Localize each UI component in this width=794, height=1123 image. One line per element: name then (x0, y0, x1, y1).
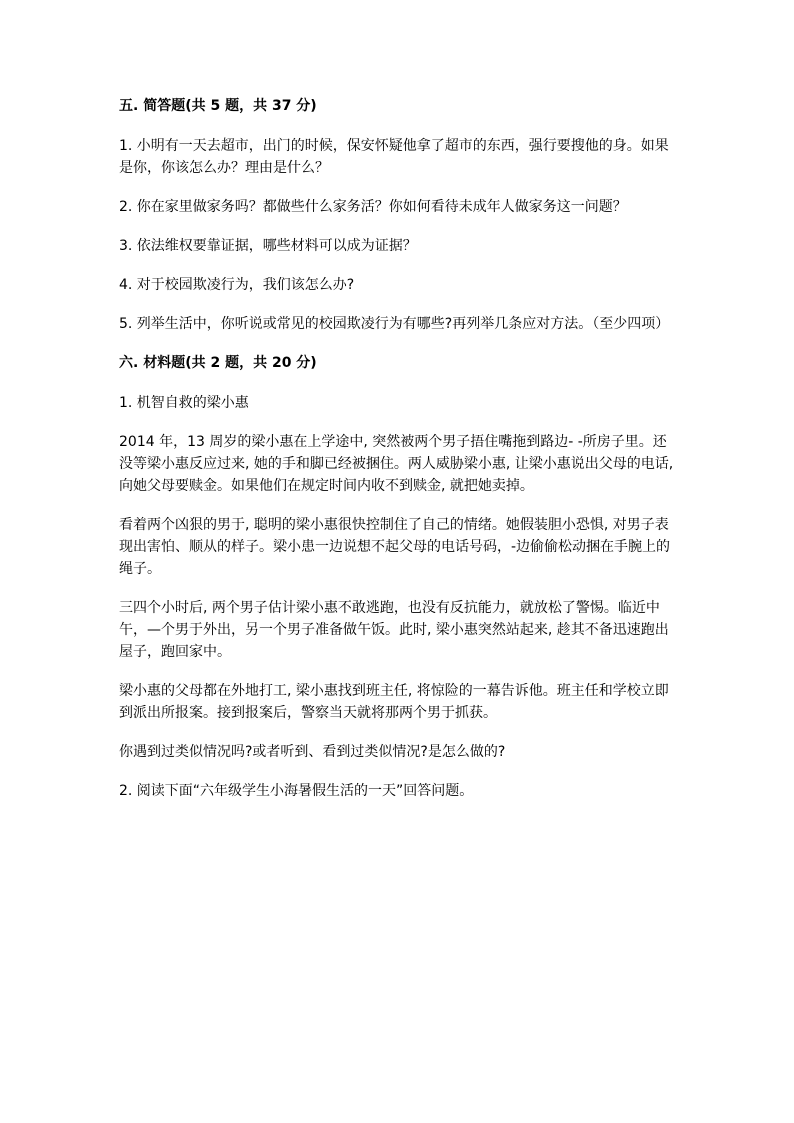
question-5-1: 1. 小明有一天去超市，出门的时候，保安怀疑他拿了超市的东西，强行要搜他的身。如果是你，你该怎么办？理由是什么？ (119, 138, 669, 176)
question-6-1-title: 1. 机智自救的梁小惠 (119, 395, 249, 411)
document-content (119, 95, 679, 819)
section-6-heading: 六. 材料题(共 2 题，共 20 分) (119, 355, 317, 371)
question-5-4: 4. 对于校园欺凌行为，我们该怎么办? (119, 277, 355, 293)
material-paragraph-4: 梁小惠的父母都在外地打工, 梁小惠找到班主任, 将惊险的一幕告诉他。班主任和学校立即到派出所报案。接到报案后，警察当天就将那两个男于抓获。 (119, 683, 669, 721)
question-5-2: 2. 你在家里做家务吗？都做些什么家务活？你如何看待未成年人做家务这一问题？ (119, 199, 627, 215)
question-5-3: 3. 依法维权要靠证据，哪些材料可以成为证据？ (119, 238, 417, 254)
material-paragraph-3: 三四个小时后, 两个男子估计梁小惠不敢逃跑，也没有反抗能力，就放松了警惕。临近中午，—个男于外出，另一个男子准备做午饭。此时, 梁小惠突然站起来, 趁其不备迅速跑出屋子，跑回家中。 (119, 600, 669, 660)
material-paragraph-2: 看着两个凶狠的男于, 聪明的梁小惠很快控制住了自己的情绪。她假装胆小恐惧, 对男子表现出害怕、顺从的样子。梁小患一边说想不起父母的电话号码，-边偷偷松动捆在手腕上的绳子。 (119, 517, 671, 577)
question-5-5: 5. 列举生活中，你听说或常见的校园欺凌行为有哪些?再列举几条应对方法。（至少四项） (119, 316, 670, 332)
section-5-heading: 五. 简答题(共 5 题，共 37 分) (119, 98, 317, 114)
material-question: 你遇到过类似情况吗?或者听到、看到过类似情况?是怎么做的? (119, 744, 506, 760)
question-6-2-title: 2. 阅读下面“六年级学生小海暑假生活的一天”回答问题。 (119, 783, 474, 799)
material-paragraph-1: 2014 年，13 周岁的梁小惠在上学途中, 突然被两个男子捂住嘴拖到路边- -所房子里。还没等梁小惠反应过来, 她的手和脚已经被捆住。两人威胁梁小惠, 让梁小惠说出父母的电话, 向她父母要赎金。如果他们在规定时间内收不到赎金, 就把她卖掉。 (119, 434, 674, 494)
